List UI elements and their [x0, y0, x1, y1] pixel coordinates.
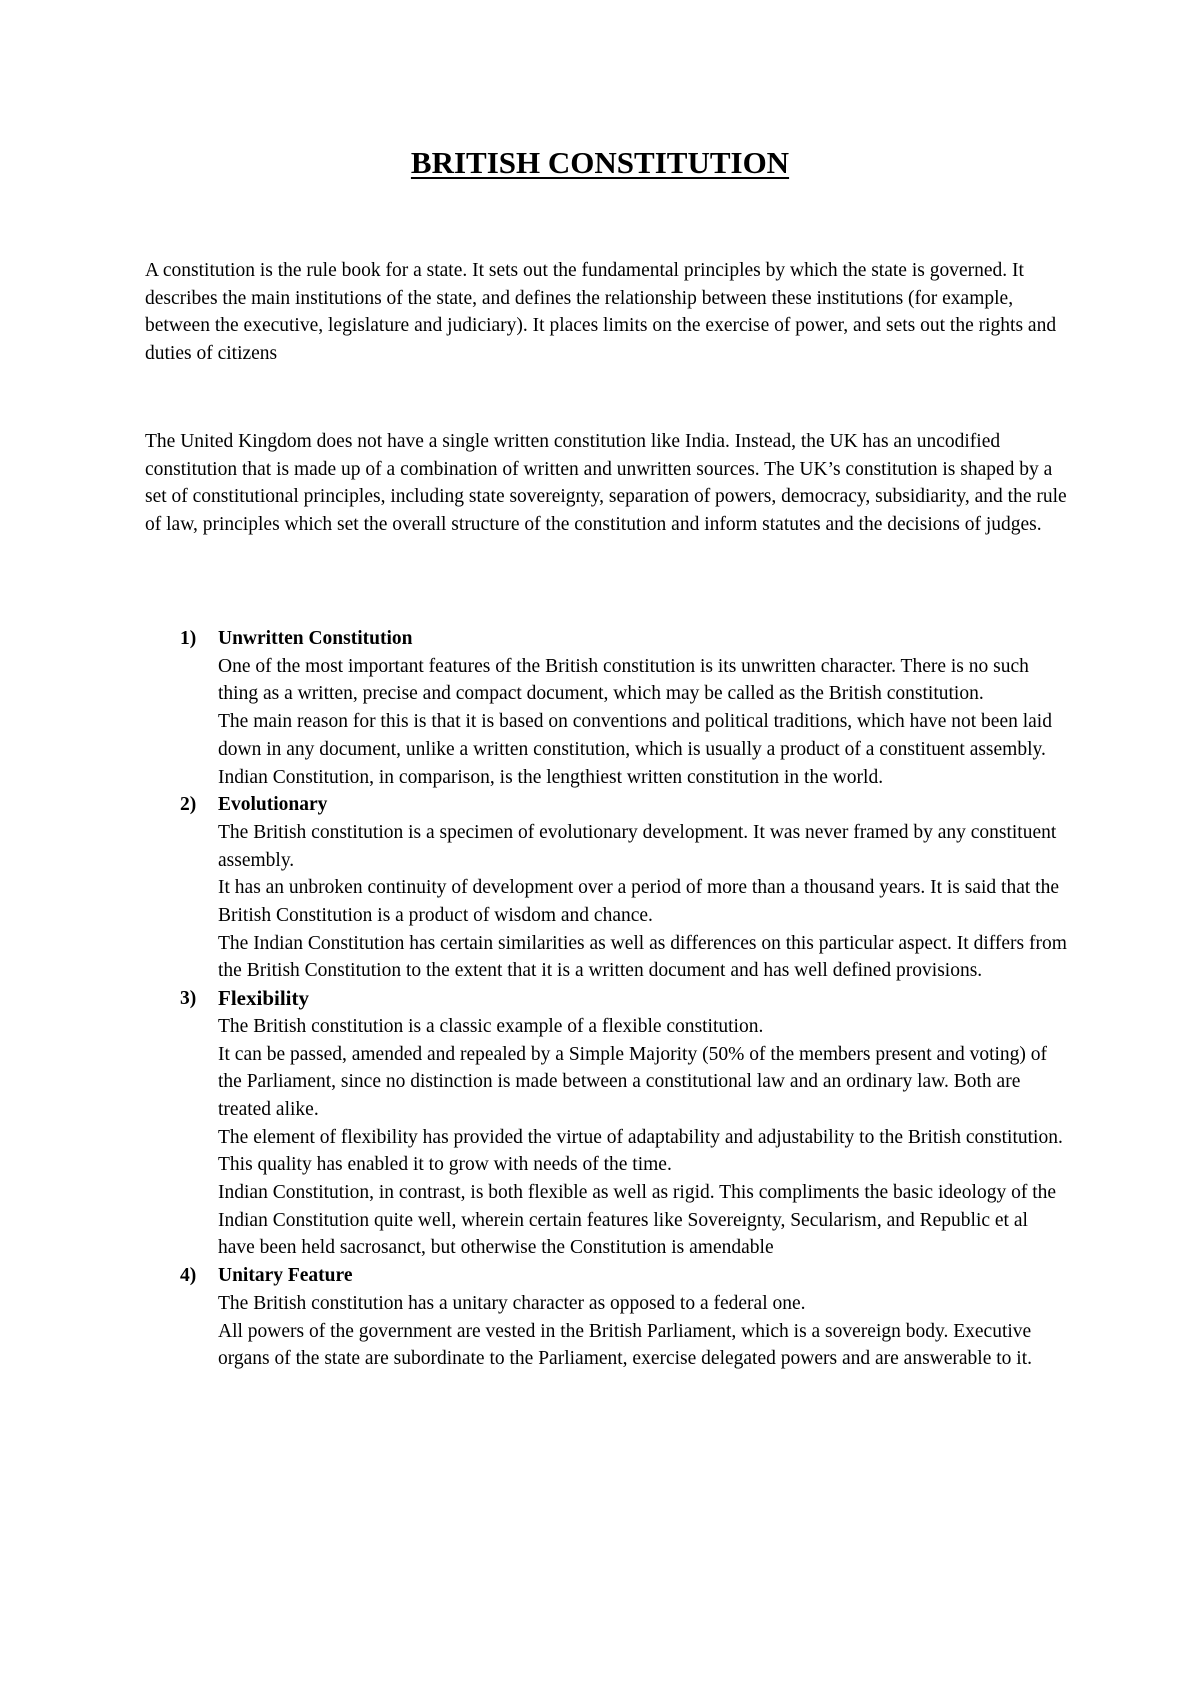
feature-item-evolutionary [0, 791, 1068, 985]
document-title: BRITISH CONSTITUTION [410, 145, 790, 180]
feature-line: All powers of the government are vested in the British Parliament, which is a sovereign body. Executive organs of the state are subordinate to the Parliament, exercise delegated powers and are answerable to it. [218, 1320, 1032, 1370]
feature-line: Indian Constitution, in contrast, is both flexible as well as rigid. This compliments the basic ideology of the Indian Constitution quite well, wherein certain features like Sovereignty, Secularism, and Republic et al have been held sacrosanct, but otherwise the Constitution is amendable [218, 1182, 1057, 1259]
feature-line: The British constitution is a specimen of evolutionary development. It was never framed by any constituent assembly. [218, 821, 1057, 871]
feature-item-unwritten-constitution [0, 625, 1068, 791]
feature-line: The element of flexibility has provided the virtue of adaptability and adjustability to the British constitution. This quality has enabled it to grow with needs of the time. [218, 1126, 1063, 1176]
feature-line: Indian Constitution, in comparison, is the lengthiest written constitution in the world. [218, 766, 884, 788]
feature-heading: Flexibility [218, 986, 309, 1011]
feature-heading: Evolutionary [218, 794, 328, 816]
feature-number: 3) [180, 988, 197, 1010]
intro-paragraph-1: A constitution is the rule book for a state. It sets out the fundamental principles by which the state is governed. It describes the main institutions of the state, and defines the relationship between these institutions (for example, between the executive, legislature and judiciary). It places limits on the exercise of power, and sets out the rights and duties of citizens [145, 260, 1057, 365]
feature-number: 2) [180, 794, 197, 816]
features-list [0, 625, 1200, 1373]
feature-line: One of the most important features of the British constitution is its unwritten character. There is no such thing as a written, precise and compact document, which may be called as the British constitution. [218, 655, 1029, 705]
feature-item-unitary-feature [0, 1262, 1068, 1373]
feature-line: The Indian Constitution has certain similarities as well as differences on this particular aspect. It differs from the British Constitution to the extent that it is a written document and has well defined provisions. [218, 932, 1067, 982]
feature-line: It has an unbroken continuity of development over a period of more than a thousand years. It is said that the British Constitution is a product of wisdom and chance. [218, 877, 1059, 927]
feature-number: 1) [180, 628, 197, 649]
feature-line: It can be passed, amended and repealed by a Simple Majority (50% of the members present and voting) of the Parliament, since no distinction is made between a constitutional law and an ordinary law. Both are treated alike. [218, 1043, 1048, 1120]
feature-line: The main reason for this is that it is based on conventions and political traditions, which have not been laid down in any document, unlike a written constitution, which is usually a product of a constituent assembly. [218, 711, 1052, 760]
intro-paragraph-2: The United Kingdom does not have a single written constitution like India. Instead, the UK has an uncodified constitution that is made up of a combination of written and unwritten sources. The UK’s constitution is shaped by a set of constitutional principles, including state sovereignty, separation of powers, democracy, subsidiarity, and the rule of law, principles which set the overall structure of the constitution and inform statutes and the decisions of judges. [145, 431, 1067, 536]
feature-number: 4) [180, 1265, 197, 1287]
feature-item-flexibility [0, 985, 1068, 1262]
feature-line: The British constitution has a unitary character as opposed to a federal one. [218, 1292, 806, 1314]
feature-line: The British constitution is a classic example of a flexible constitution. [218, 1015, 764, 1037]
feature-heading: Unwritten Constitution [218, 628, 413, 649]
feature-heading: Unitary Feature [218, 1265, 353, 1287]
